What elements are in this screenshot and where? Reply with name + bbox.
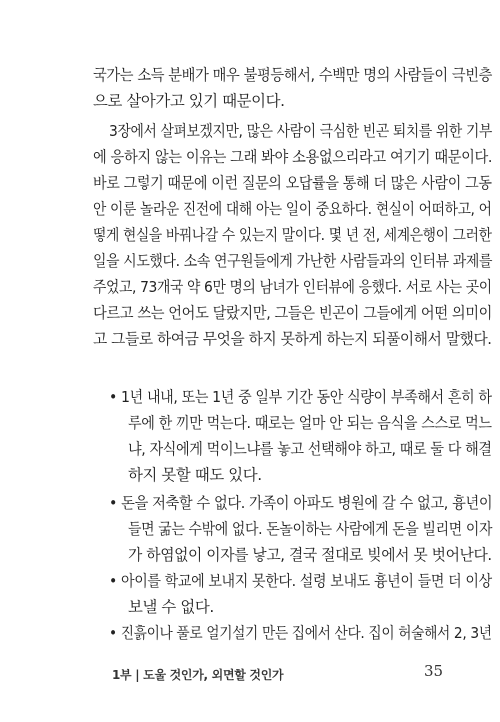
bullet-line: • 1년 내내, 또는 1년 중 일부 기간 동안 식량이 부족해서 흔히 하 [109,388,492,406]
bullet-line: 들면 굶는 수밖에 없다. 돈놀이하는 사람에게 돈을 빌리면 이자 [128,520,493,538]
bullet-line: 루에 한 끼만 먹는다. 때로는 얼마 안 되는 음식을 스스로 먹느 [128,414,492,432]
text-line: 다르고 쓰는 언어도 달랐지만, 그들은 빈곤이 그들에게 어떤 의미이 [93,304,493,322]
running-footer: 1부 | 도울 것인가, 외면할 것인가 [112,668,284,682]
bullet-line: • 돈을 저축할 수 없다. 가족이 아파도 병원에 갈 수 없고, 흉년이 [109,494,493,512]
text-line: 고 그들로 하여금 무엇을 하지 못하게 하는지 되풀이해서 말했다. [93,330,492,348]
text-line: 안 이룬 놀라운 진전에 대해 아는 일이 중요하다. 현실이 어떠하고, 어 [93,200,492,218]
text-line: 일을 시도했다. 소속 연구원들에게 가난한 사람들과의 인터뷰 과제를 [93,252,493,270]
text-line: 3장에서 살펴보겠지만, 많은 사람이 극심한 빈곤 퇴치를 위한 기부 [109,122,493,140]
page-number: 35 [424,662,444,680]
bullet-line: • 아이를 학교에 보내지 못한다. 설령 보내도 흉년이 들면 더 이상 [109,572,492,590]
text-line: 주었고, 73개국 약 6만 명의 남녀가 인터뷰에 응했다. 서로 사는 곳이 [93,278,492,296]
bullet-line: 보낼 수 없다. [128,598,214,616]
text-line: 바로 그렇기 때문에 이런 질문의 오답률을 통해 더 많은 사람이 그동 [93,174,492,192]
bullet-line: • 진흙이나 풀로 얼기설기 만든 집에서 산다. 집이 허술해서 2, 3년 [109,624,492,642]
text-line: 으로 살아가고 있기 때문이다. [93,92,285,110]
bullet-line: 가 하염없이 이자를 낳고, 결국 절대로 빚에서 못 벗어난다. [128,546,492,564]
text-line: 에 응하지 않는 이유는 그래 봐야 소용없으리라고 여기기 때문이다. [93,148,493,166]
text-line: 떻게 현실을 바꿔나갈 수 있는지 말이다. 몇 년 전, 세계은행이 그러한 [93,226,492,244]
bullet-line: 냐, 자식에게 먹이느냐를 놓고 선택해야 하고, 때로 둘 다 해결 [128,440,492,458]
text-line: 국가는 소득 분배가 매우 불평등해서, 수백만 명의 사람들이 극빈층 [93,66,493,84]
bullet-line: 하지 못할 때도 있다. [128,466,262,484]
